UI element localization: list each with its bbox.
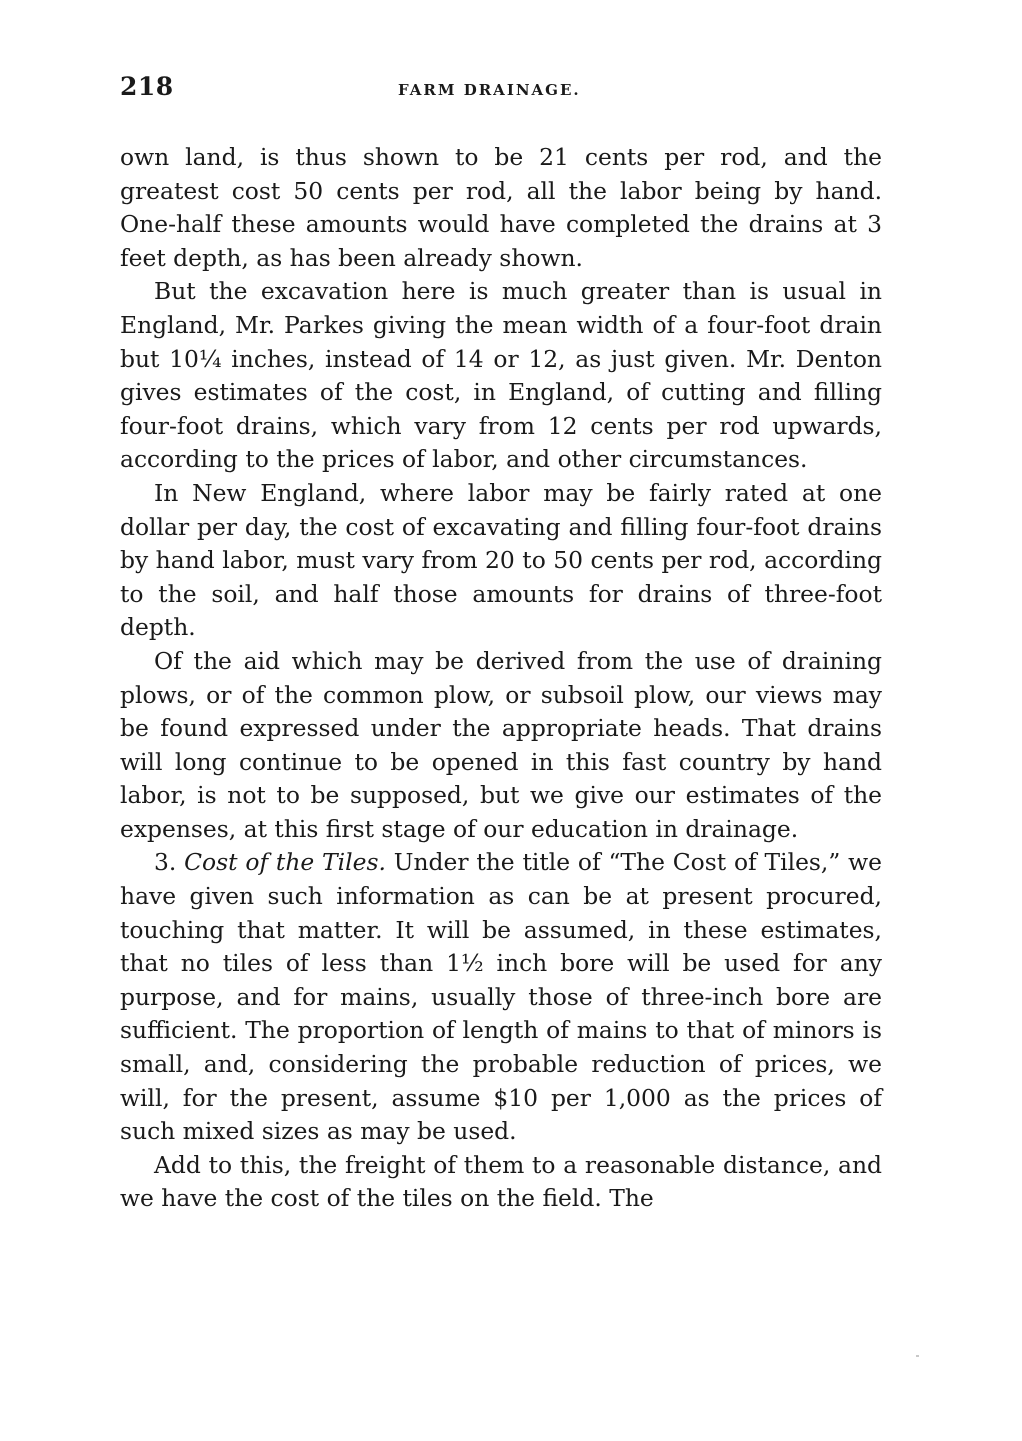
section-number: 3.: [154, 848, 177, 877]
book-page: [120, 72, 882, 1216]
scan-speck: [916, 1355, 919, 1357]
paragraph-6: Add to this, the freight of them to a reasonable distance, and we have the cost of the tiles on the field. The: [120, 1150, 882, 1213]
body-text: [120, 141, 882, 1216]
running-title: FARM DRAINAGE.: [398, 81, 581, 99]
paragraph-5: [120, 846, 882, 1148]
page-number: 218: [120, 72, 174, 101]
paragraph-1: own land, is thus shown to be 21 cents per rod, and the greatest cost 50 cents per rod, all the labor being by hand. One-half these amounts would have completed the drains at 3 feet depth, as has been already shown.: [120, 143, 882, 272]
section-title: Cost of the Tiles.: [184, 848, 386, 877]
paragraph-2: But the excavation here is much greater than is usual in England, Mr. Parkes giving the mean width of a four-foot drain but 10¼ inches, instead of 14 or 12, as just given. Mr. Denton gives estimates of the cost, in England, of cutting and filling four-foot drains, which vary from 12 cents per rod upwards, according to the prices of labor, and other circumstances.: [120, 277, 882, 474]
paragraph-5-text: Under the title of “The Cost of Tiles,” we have given such information as can be at present procured, touching that matter. It will be assumed, in these estimates, that no tiles of less than 1½ inch bore will be used for any purpose, and for mains, usually those of three-inch bore are sufficient. The proportion of length of mains to that of minors is small, and, considering the probable reduction of prices, we will, for the present, assume $10 per 1,000 as the prices of such mixed sizes as may be used.: [120, 848, 882, 1146]
paragraph-3: In New England, where labor may be fairly rated at one dollar per day, the cost of excavating and filling four-foot drains by hand labor, must vary from 20 to 50 cents per rod, according to the soil, and half those amounts for drains of three-foot depth.: [120, 478, 882, 642]
paragraph-4: Of the aid which may be derived from the use of draining plows, or of the common plow, or subsoil plow, our views may be found expressed under the appropriate heads. That drains will long continue to be opened in this fast country by hand labor, is not to be supposed, but we give our estimates of the expenses, at this first stage of our education in drainage.: [120, 646, 882, 843]
running-head: [120, 72, 882, 112]
